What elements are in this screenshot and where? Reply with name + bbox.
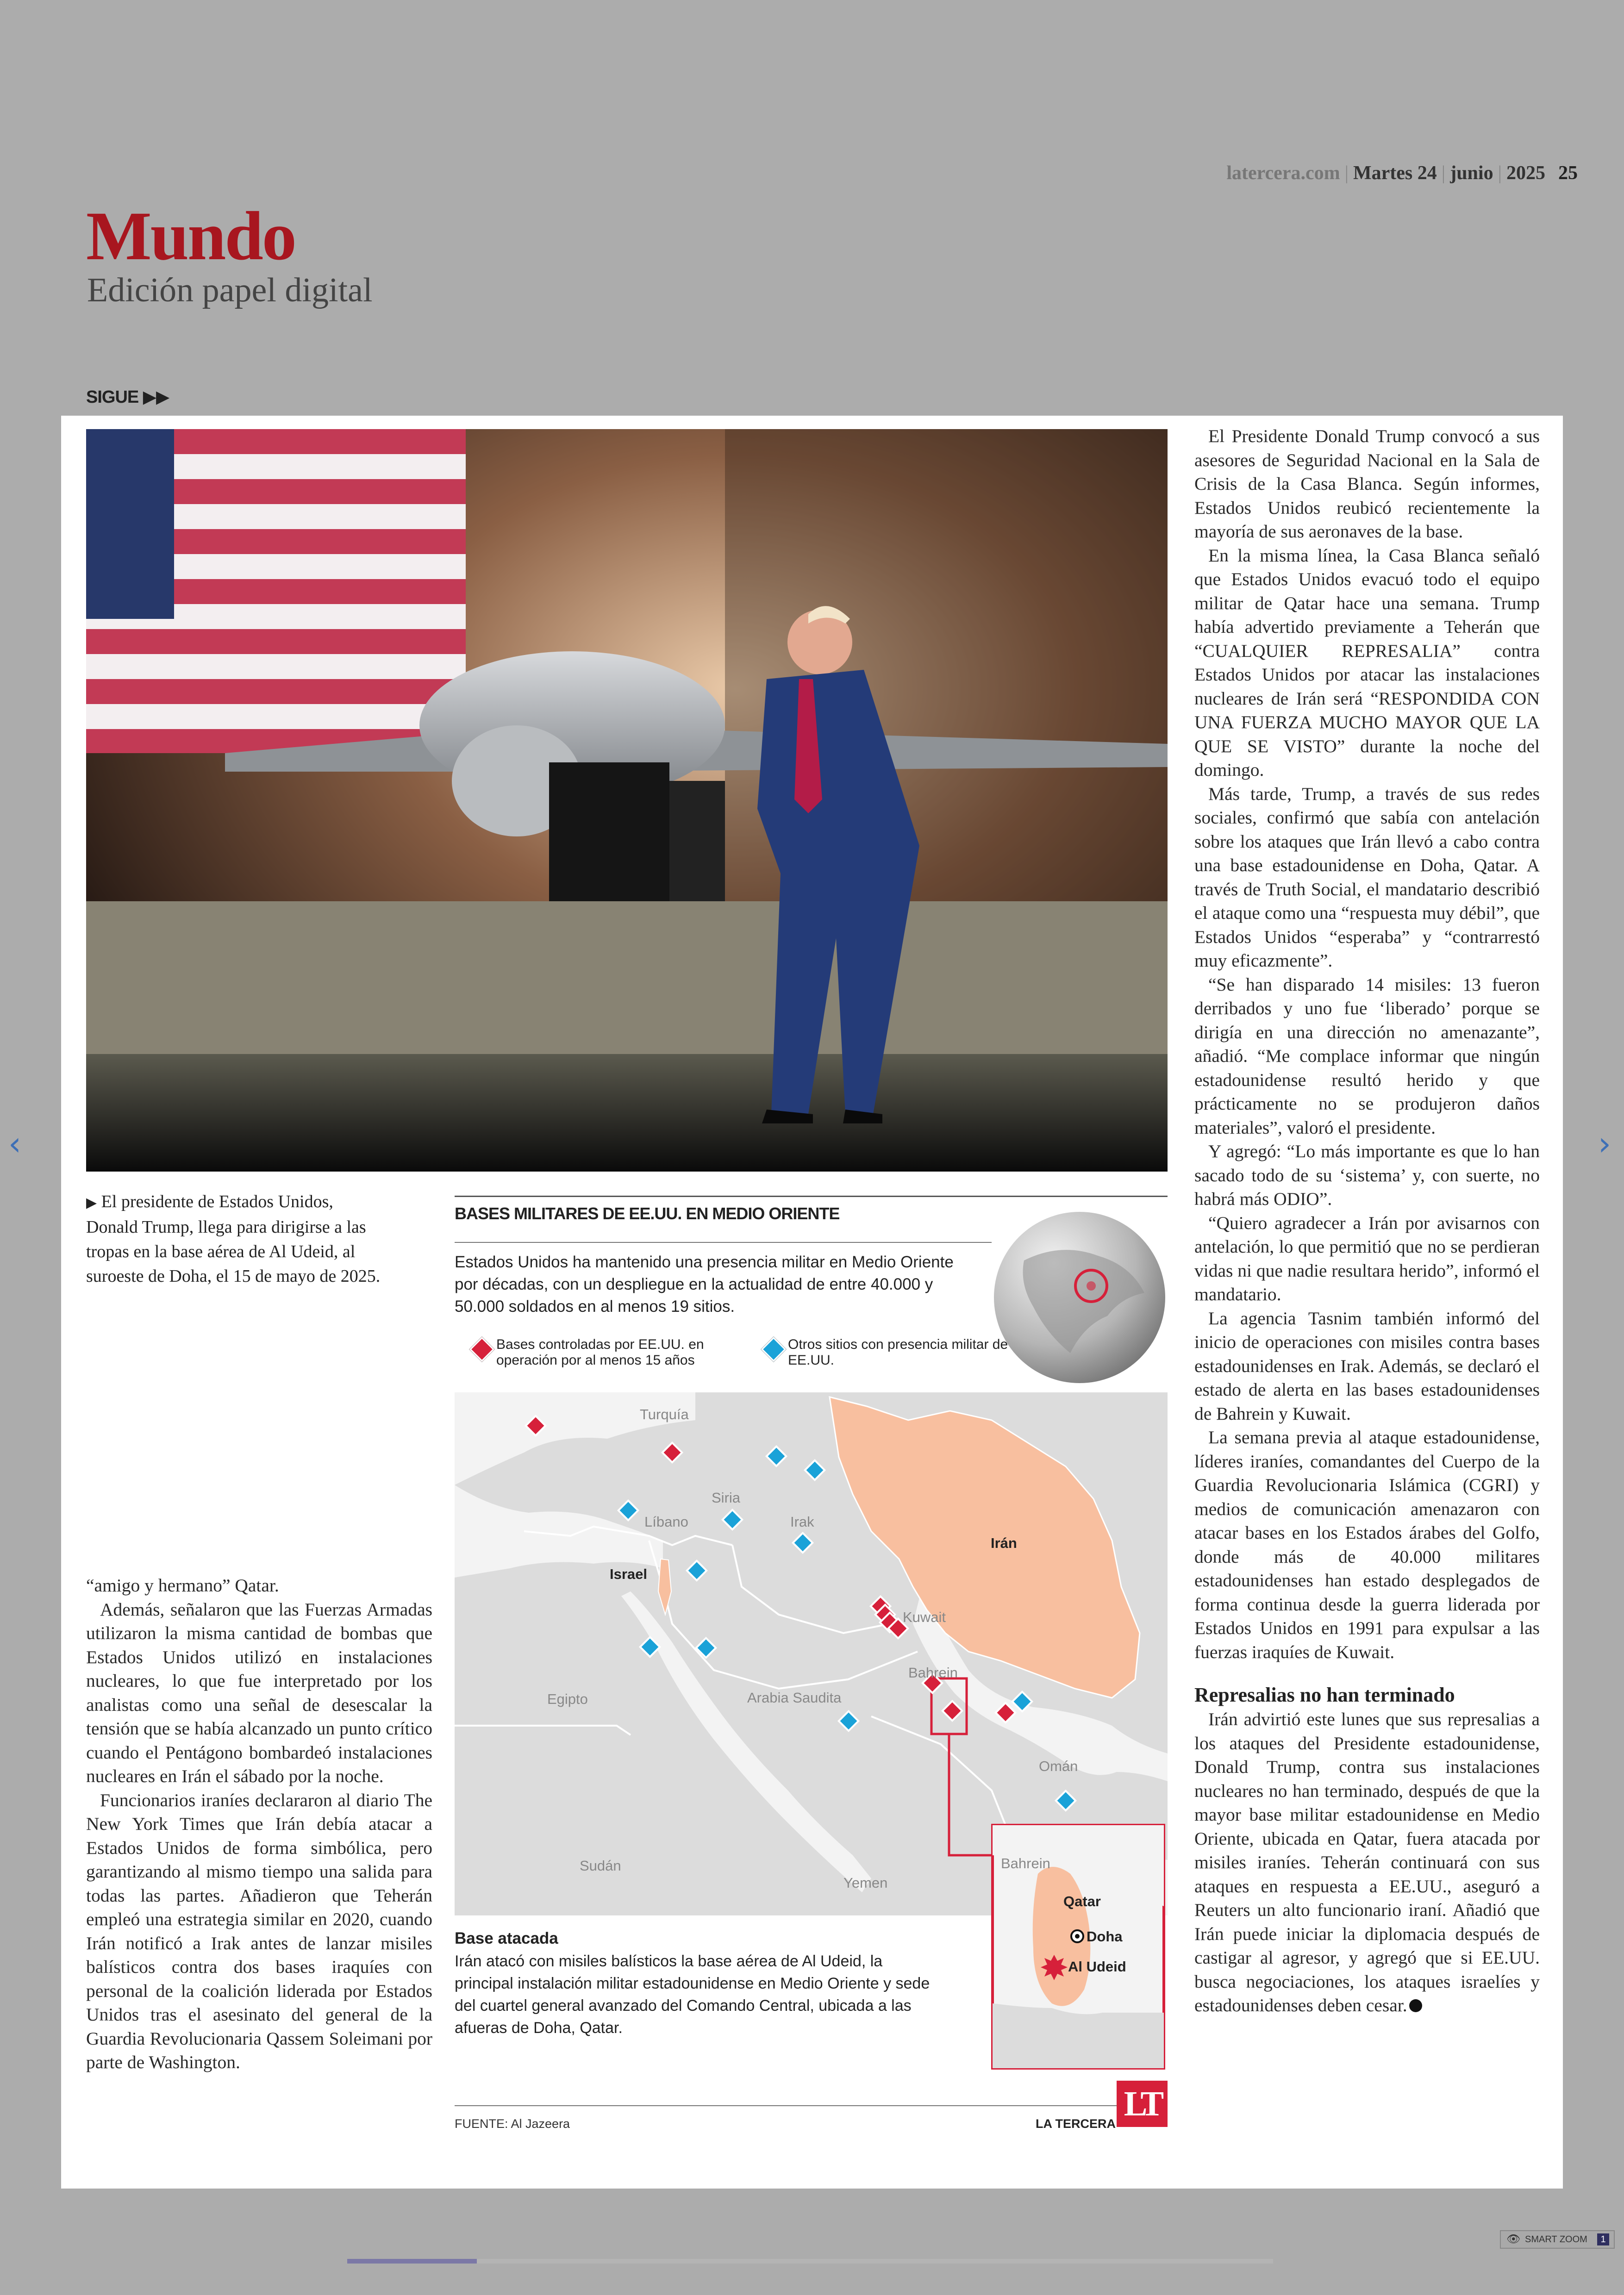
paragraph: Más tarde, Trump, a través de sus redes sociales, confirmó que sabía con antelación sobre los ataques que Irán llevó a cabo contra una base estadounidense en Doha, Qatar. A través de Truth Social, el mandatario describió el ataque como una “respuesta muy débil”, que Estados Unidos “esperaba” y “contrarrestó muy eficazmente”.: [1194, 783, 1540, 971]
issue-date: Martes 24: [1353, 162, 1437, 184]
caption-text: El presidente de Estados Unidos, Donald Trump, llega para dirigirse a las tropas en la base aérea de Al Udeid, al suroeste de Doha, el 15 de mayo de 2025.: [86, 1192, 381, 1286]
map-label-libano: Líbano: [644, 1514, 688, 1530]
map-label-egipto: Egipto: [547, 1691, 588, 1707]
attacked-base-title: Base atacada: [455, 1929, 558, 1947]
graphic-credit: LA TERCERA: [1036, 2117, 1116, 2131]
left-article-column: [86, 1574, 432, 2075]
paragraph: “amigo y hermano” Qatar.: [86, 1575, 279, 1596]
end-mark-icon: [1409, 1999, 1422, 2012]
attacked-base-description: Irán atacó con misiles balísticos la base aérea de Al Udeid, la principal instalación militar estadounidense en Medio Oriente y sede del cuartel general avanzado del Comando Central, ubicada a las afueras de Doha, Qatar.: [455, 1952, 930, 2037]
infographic-top-rule: [455, 1196, 1168, 1197]
continued-marker: SIGUE ▶▶: [86, 387, 169, 407]
map-legend: [473, 1337, 1029, 1378]
eye-icon: 👁: [1506, 2233, 1521, 2245]
globe-locator: [992, 1205, 1168, 1385]
inset-label-bahrein: Bahrein: [1001, 1855, 1050, 1871]
infographic: [455, 1196, 1168, 2135]
paragraph-text: Irán advirtió este lunes que sus represalias a los ataques del Presidente estadounidense, Donald Trump, contra sus instalaciones nucleares no han terminado, después de que la mayor base militar estadounidense en Medio Oriente, ubicada en Qatar, fuera atacada por misiles iraníes. Teherán continuará con sus ataques en respuesta a EE.UU., aseguró a Reuters un alto funcionario iraní. Añadió que Irán puede iniciar la diplomacia después de castigar al agresor, y agregó que si EE.UU. busca negociaciones, los ataques israelíes y estadounidenses deben cesar.: [1194, 1709, 1540, 2015]
paragraph: La semana previa al ataque estadounidense, líderes iraníes, comandantes del Cuerpo de la Guardia Revolucionaria Islámica (CGRI) y medios de comunicación amenazaron con atacar bases en los Estados árabes del Golfo, donde más de 40.000 militares estadounidenses han estado desplegados de forma continua desde la guerra liderada por Estados Unidos en 1991 para expulsar a las fuerzas iraquíes de Kuwait.: [1194, 1427, 1540, 1662]
header-dateline: latercera.com | Martes 24 | junio | 2025 25: [1226, 162, 1578, 184]
smart-zoom-label: SMART ZOOM: [1525, 2234, 1587, 2245]
middle-east-map: [455, 1392, 1168, 1915]
next-page-arrow-icon[interactable]: ›: [1598, 1125, 1611, 1163]
map-label-kuwait: Kuwait: [903, 1609, 946, 1625]
red-diamond-icon: [469, 1337, 494, 1362]
edition-subtitle: Edición papel digital: [87, 271, 373, 309]
right-article-column: [1194, 424, 1540, 2018]
paragraph: “Quiero agradecer a Irán por avisarnos con antelación, lo que permitió que no se perdieran vidas ni que nadie resultara herido”, informó el mandatario.: [1194, 1212, 1540, 1304]
map-label-irak: Irak: [790, 1514, 814, 1530]
infographic-bottom-rule: [455, 2105, 1126, 2106]
paragraph: En la misma línea, la Casa Blanca señaló que Estados Unidos evacuó todo el equipo militar de Qatar hace una semana. Trump había advertido previamente a Teherán que “CUALQUIER REPRESALIA” contra Estados Unidos por atacar las instalaciones nucleares de Irán será “RESPONDIDA CON UNA FUERZA MUCHO MAYOR QUE LA QUE SE VISTO” durante la noche del domingo.: [1194, 545, 1540, 780]
map-label-siria: Siria: [712, 1490, 741, 1506]
paragraph: La agencia Tasnim también informó del inicio de operaciones con misiles contra bases estadounidenses en Irak. Además, se declaró el estado de alerta en las bases estadounidenses de Bahrein y Kuwait.: [1194, 1308, 1540, 1424]
smart-zoom-button[interactable]: [1500, 2230, 1615, 2249]
issue-month: junio: [1450, 162, 1493, 184]
infographic-title: BASES MILITARES DE EE.UU. EN MEDIO ORIENTE: [455, 1204, 840, 1223]
previous-page-arrow-icon[interactable]: ‹: [8, 1125, 21, 1163]
section-title: Mundo: [86, 198, 295, 274]
caption-marker: ▶: [86, 1195, 97, 1211]
map-label-sudan: Sudán: [580, 1858, 621, 1874]
map-label-yemen: Yemen: [843, 1875, 888, 1891]
page-progress-bar[interactable]: [347, 2259, 1273, 2264]
globe-icon: [992, 1205, 1168, 1385]
infographic-title-rule: [455, 1242, 992, 1243]
map-label-israel: Israel: [610, 1566, 648, 1582]
photo-caption: [86, 1190, 382, 1289]
map-label-turquia: Turquía: [640, 1406, 689, 1422]
page-number: 25: [1558, 162, 1578, 184]
source-note: FUENTE: Al Jazeera: [455, 2117, 570, 2131]
paragraph: Y agregó: “Lo más importante es que lo han sacado todo de su ‘sistema’ y, con suerte, no habrá más ODIO”.: [1194, 1141, 1540, 1209]
legend-label: Otros sitios con presencia militar de EE.UU.: [788, 1337, 1008, 1368]
site-name[interactable]: latercera.com: [1226, 162, 1340, 184]
photo-trump-drone-illustration: [86, 429, 1168, 1172]
map-label-bahrein: Bahrein: [908, 1665, 958, 1681]
blue-diamond-icon: [761, 1337, 786, 1362]
paragraph: Además, señalaron que las Fuerzas Armadas utilizaron la misma cantidad de bombas que Estados Unidos utilizó en instalaciones nucleares, lo que fue interpretado por los analistas como una señal de desescalar la tensión que se había alcanzado un punto crítico cuando el Pentágono bombardeó instalaciones nucleares en Irán el sábado por la noche.: [86, 1599, 432, 1786]
la-tercera-logo: LT: [1117, 2081, 1168, 2127]
flag-graphic: [86, 429, 466, 753]
inset-label-al-udeid: Al Udeid: [1068, 1958, 1126, 1975]
paragraph: [1194, 1708, 1540, 2018]
inset-label-qatar: Qatar: [1063, 1893, 1101, 1909]
news-photo[interactable]: [86, 429, 1168, 1172]
paragraph: El Presidente Donald Trump convocó a sus asesores de Seguridad Nacional en la Sala de Crisis de la Casa Blanca. Según informes, Estados Unidos reubicó recientemente la mayoría de sus aeronaves de la base.: [1194, 426, 1540, 542]
infographic-description: Estados Unidos ha mantenido una presencia militar en Medio Oriente por décadas, con un despliegue en la actualidad de entre 40.000 y 50.000 soldados en al menos 19 sitios.: [455, 1253, 954, 1316]
page-progress-fill: [347, 2259, 477, 2264]
map-label-iran: Irán: [991, 1535, 1017, 1551]
paragraph: Funcionarios iraníes declararon al diario The New York Times que Irán debía atacar a Estados Unidos de forma simbólica, pero garantizando al mismo tiempo una salida para todas las partes. Añadieron que Teherán empleó una estrategia similar en 2020, cuando Irán notificó a Irak antes de lanzar misiles balísticos contra dos bases iraquíes con personal de la coalición liderada por Estados Unidos tras el asesinato del general de la Guardia Revolucionaria Qassem Soleimani por parte de Washington.: [86, 1790, 432, 2072]
map-label-arabia-saudita: Arabia Saudita: [747, 1690, 842, 1706]
issue-year: 2025: [1506, 162, 1545, 184]
paragraph: “Se han disparado 14 misiles: 13 fueron derribados y uno fue ‘liberado’ porque se dirigía en una dirección no amenazante”, añadió. “Me complace informar que ningún estadounidense resultó herido y que prácticamente no se produjeron daños materiales”, valoró el presidente.: [1194, 974, 1540, 1138]
subheading: Represalias no han terminado: [1194, 1684, 1455, 1706]
inset-label-doha: Doha: [1087, 1928, 1123, 1945]
legend-label: Bases controladas por EE.UU. en operación por al menos 15 años: [496, 1337, 704, 1368]
map-label-oman: Omán: [1039, 1758, 1078, 1774]
smart-zoom-count: 1: [1597, 2233, 1609, 2245]
